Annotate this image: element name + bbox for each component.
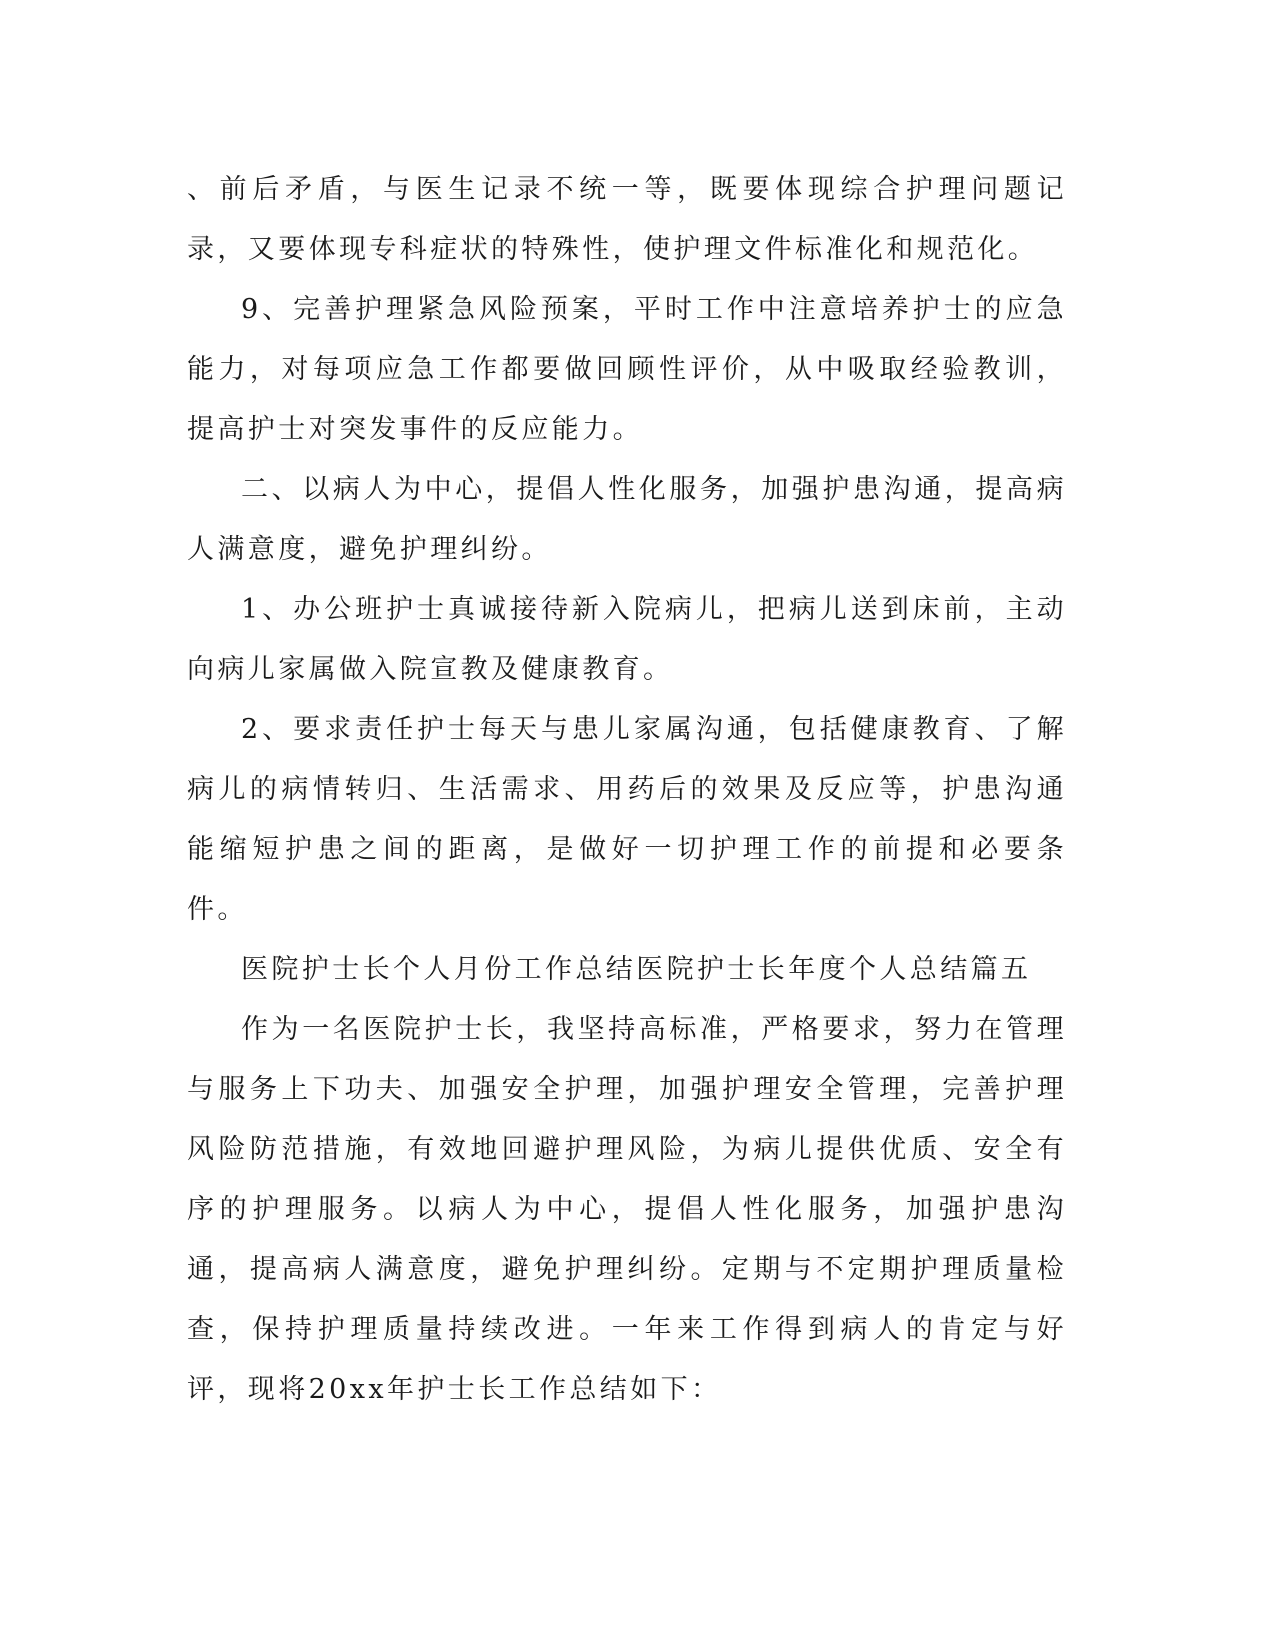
paragraph-item-2: 2、要求责任护士每天与患儿家属沟通，包括健康教育、了解病儿的病情转归、生活需求、用药后的效果及反应等，护患沟通能缩短护患之间的距离，是做好一切护理工作的前提和必要条件。 xyxy=(187,714,1067,925)
section-title: 医院护士长个人月份工作总结医院护士长年度个人总结篇五 xyxy=(241,954,1032,985)
paragraph-item-1: 1、办公班护士真诚接待新入院病儿，把病儿送到床前，主动向病儿家属做入院宣教及健康教育。 xyxy=(187,594,1067,685)
paragraph-summary-intro: 作为一名医院护士长，我坚持高标准，严格要求，努力在管理与服务上下功夫、加强安全护理，加强护理安全管理，完善护理风险防范措施，有效地回避护理风险，为病儿提供优质、安全有序的护理服务。以病人为中心，提倡人性化服务，加强护患沟通，提高病人满意度，避免护理纠纷。定期与不定期护理质量检查，保持护理质量持续改进。一年来工作得到病人的肯定与好评，现将20xx年护士长工作总结如下： xyxy=(187,1014,1067,1405)
document-body xyxy=(187,160,1067,1420)
paragraph-item-9: 9、完善护理紧急风险预案，平时工作中注意培养护士的应急能力，对每项应急工作都要做回顾性评价，从中吸取经验教训，提高护士对突发事件的反应能力。 xyxy=(187,294,1067,445)
paragraph-continuation: 、前后矛盾，与医生记录不统一等，既要体现综合护理问题记录，又要体现专科症状的特殊性，使护理文件标准化和规范化。 xyxy=(187,174,1067,265)
paragraph-section-two-heading: 二、以病人为中心，提倡人性化服务，加强护患沟通，提高病人满意度，避免护理纠纷。 xyxy=(187,474,1067,565)
